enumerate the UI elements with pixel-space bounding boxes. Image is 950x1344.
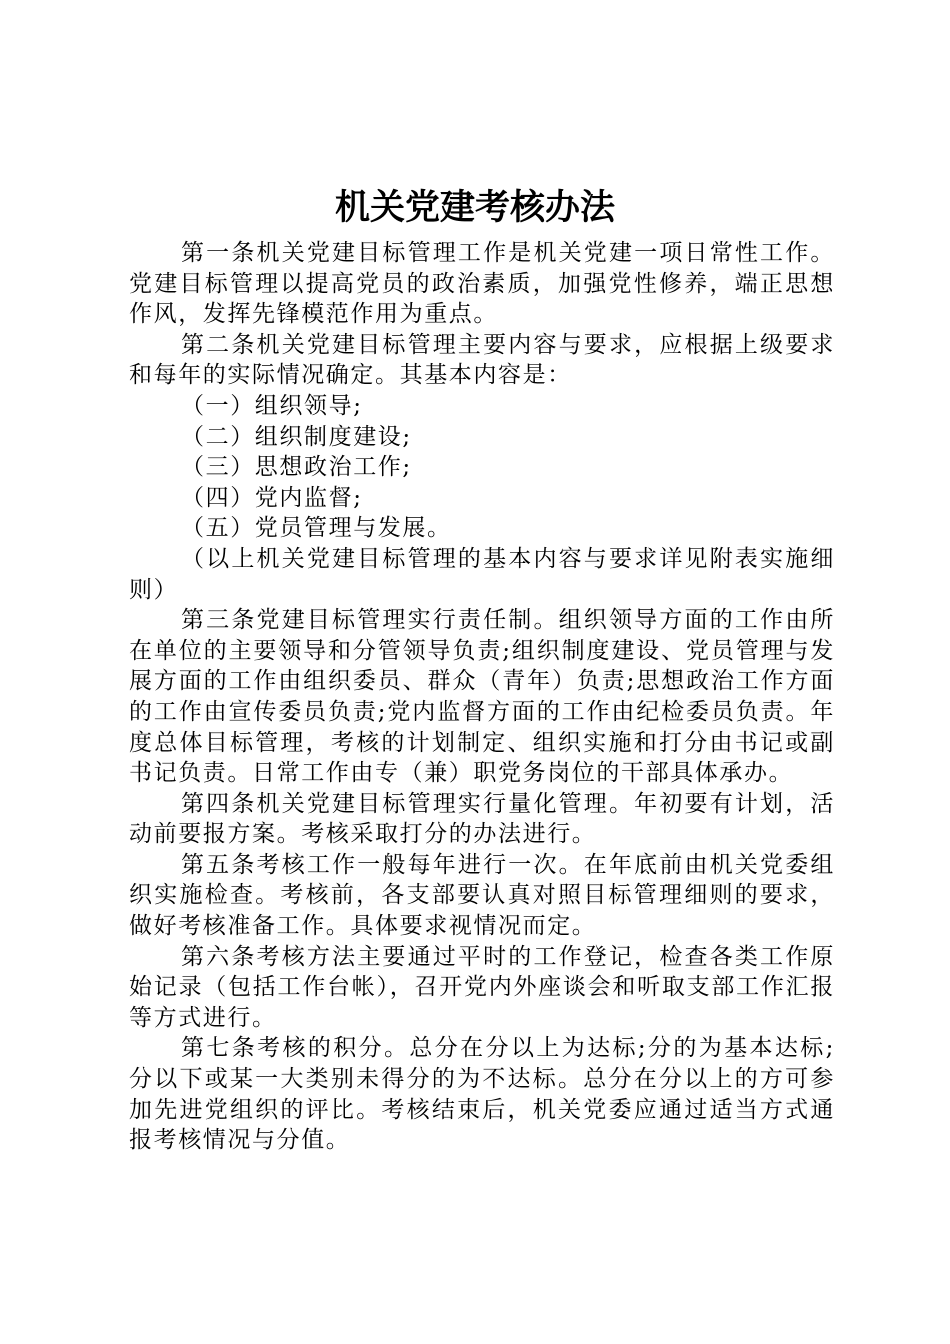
content-item-4: （四）党内监督; — [181, 484, 363, 511]
article-6: 第六条考核方法主要通过平时的工作登记，检查各类工作原始记录（包括工作台帐），召开党内外座谈会和听取支部工作汇报等方式进行。 — [129, 943, 835, 1031]
document-body — [129, 238, 835, 1156]
document-title: 机关党建考核办法 — [334, 187, 615, 228]
content-item-3: （三）思想政治工作; — [181, 454, 412, 481]
article-4: 第四条机关党建目标管理实行量化管理。年初要有计划，活动前要报方案。考核采取打分的办法进行。 — [129, 790, 835, 848]
article-7: 第七条考核的积分。总分在分以上为达标;分的为基本达标;分以下或某一大类别未得分的为不达标。总分在分以上的方可参加先进党组织的评比。考核结束后，机关党委应通过适当方式通报考核情况与分值。 — [129, 1035, 835, 1154]
content-item-1: （一）组织领导; — [181, 392, 363, 419]
article-5: 第五条考核工作一般每年进行一次。在年底前由机关党委组织实施检查。考核前，各支部要认真对照目标管理细则的要求，做好考核准备工作。具体要求视情况而定。 — [129, 851, 835, 940]
article-1: 第一条机关党建目标管理工作是机关党建一项日常性工作。党建目标管理以提高党员的政治素质，加强党性修养，端正思想作风，发挥先锋模范作用为重点。 — [129, 240, 835, 328]
article-2: 第二条机关党建目标管理主要内容与要求，应根据上级要求和每年的实际情况确定。其基本内容是： — [129, 331, 835, 389]
article-3: 第三条党建目标管理实行责任制。组织领导方面的工作由所在单位的主要领导和分管领导负责;组织制度建设、党员管理与发展方面的工作由组织委员、群众（青年）负责;思想政治工作方面的工作由宣传委员负责;党内监督方面的工作由纪检委员负责。年度总体目标管理，考核的计划制定、组织实施和打分由书记或副书记负责。日常工作由专（兼）职党务岗位的干部具体承办。 — [129, 607, 835, 787]
details-note: （以上机关党建目标管理的基本内容与要求详见附表实施细则） — [129, 545, 835, 603]
content-item-5: （五）党员管理与发展。 — [181, 515, 452, 542]
content-item-2: （二）组织制度建设; — [181, 423, 412, 450]
